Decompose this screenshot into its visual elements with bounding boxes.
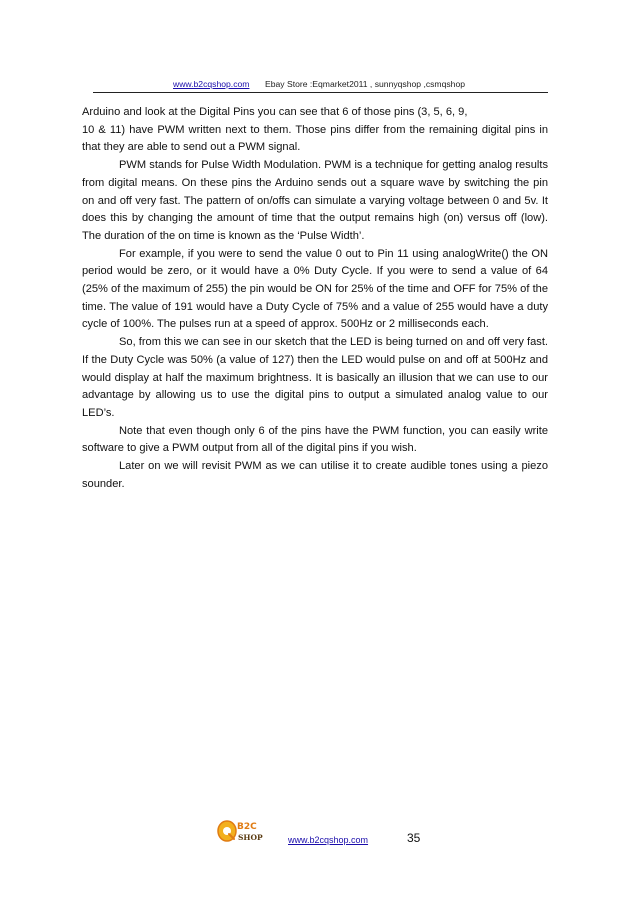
paragraph-duty-cycle-example: For example, if you were to send the value 0 out to Pin 11 using analogWrite() the ON period would be zero, or it would have a 0% Duty Cycle. If you were to send a value of 64 (25% of the maximum of 255) the pin would be ON for 25% of the time and OFF for 75% of the time. The value of 191 would have a Duty Cycle of 75% and a value of 255 would have a duty cycle of 100%. The pulses run at a speed of approx. 500Hz or 2 milliseconds each. [82, 247, 548, 331]
paragraph-intro-line-2: 10 & 11) have PWM written next to them. Those pins differ from the remaining digital pins in that they are able to send out a PWM signal. [82, 123, 548, 154]
page-number: 35 [407, 831, 421, 845]
b2c-shop-logo-icon [216, 817, 272, 845]
logo-text-bottom: SHOP [238, 833, 263, 842]
header-store-text: Ebay Store :Eqmarket2011 , sunnyqshop ,csmqshop [265, 79, 465, 89]
paragraph-pwm-software: Note that even though only 6 of the pins have the PWM function, you can easily write software to give a PWM output from all of the digital pins if you wish. [82, 424, 548, 455]
footer-website-link[interactable]: www.b2cqshop.com [288, 835, 369, 845]
paragraph-led-sketch: So, from this we can see in our sketch that the LED is being turned on and off very fast. If the Duty Cycle was 50% (a value of 127) then the LED would pulse on and off at 500Hz and would display at half the maximum brightness. It is basically an illusion that we can use to our advantage by allowing us to use the digital pins to output a simulated analog value to our LED’s. [82, 336, 548, 419]
page-header [93, 78, 548, 93]
paragraph-intro-line-1: Arduino and look at the Digital Pins you can see that 6 of those pins (3, 5, 6, 9, [82, 106, 468, 118]
paragraph-piezo: Later on we will revisit PWM as we can utilise it to create audible tones using a piezo sounder. [82, 460, 548, 490]
header-website-link[interactable]: www.b2cqshop.com [173, 79, 250, 89]
paragraph-pwm-definition: PWM stands for Pulse Width Modulation. PWM is a technique for getting analog results from digital means. On these pins the Arduino sends out a square wave by switching the pin on and off very fast. The pattern of on/offs can simulate a varying voltage between 0 and 5v. It does this by changing the amount of time that the output remains high (on) versus off (low). The duration of the on time is known as the ‘Pulse Width’. [82, 159, 548, 242]
logo-text-top: B2C [237, 822, 257, 832]
document-body [82, 104, 548, 493]
